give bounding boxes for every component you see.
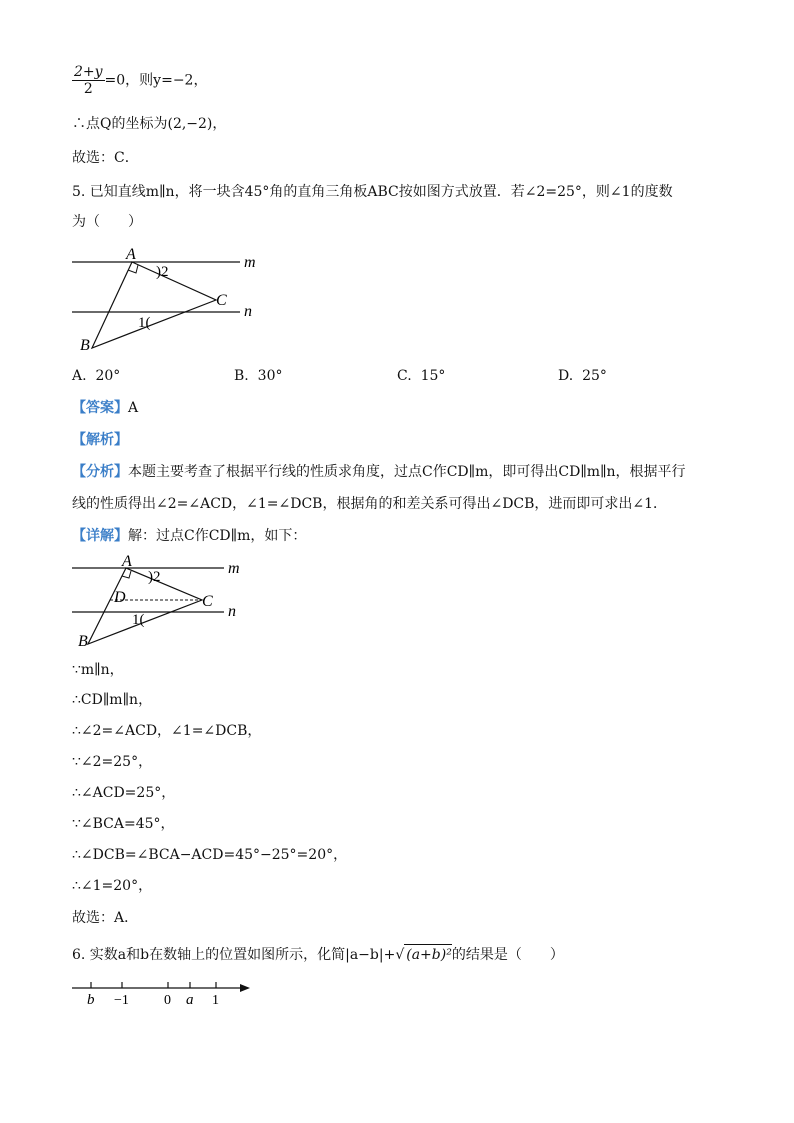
label-a: A (122, 554, 132, 570)
sqrt-symbol: √ (395, 947, 405, 963)
step-8: ∴∠1=20°， (72, 878, 153, 894)
step-7: ∴∠DCB=∠BCA−ACD=45°−25°=20°， (72, 847, 348, 863)
fenxi-line-2: 线的性质得出∠2=∠ACD，∠1=∠DCB，根据角的和差关系可得出∠DCB，进而即可求出∠1． (72, 496, 668, 512)
label-m: m (244, 254, 256, 271)
step-9: 故选：A． (72, 910, 139, 926)
option-a[interactable]: A. 20° (72, 368, 121, 384)
point-q-coordinate-line: ∴点Q的坐标为(2,−2)， (72, 116, 227, 132)
step-6: ∵∠BCA=45°， (72, 816, 175, 832)
label-c: C (202, 593, 213, 610)
angle-2-label: )2 (156, 264, 169, 280)
answer-line: 【答案】A (72, 400, 139, 416)
fenxi-line-1: 【分析】本题主要考查了根据平行线的性质求角度，过点C作CD∥m，即可得出CD∥m∥n，根据平行 (72, 464, 686, 480)
option-c[interactable]: C. 15° (397, 368, 446, 384)
option-d[interactable]: D. 25° (558, 368, 607, 384)
option-b[interactable]: B. 30° (234, 368, 283, 384)
label-b: B (80, 337, 90, 354)
label-n: n (228, 603, 236, 620)
label-n: n (244, 303, 252, 320)
arrow-head-icon (240, 984, 250, 992)
choice-c-line: 故选：C． (72, 150, 139, 166)
step-1: ∵m∥n， (72, 662, 124, 678)
triangle-abc (92, 262, 216, 348)
triangle-figure-2 (68, 554, 268, 654)
label-b: B (78, 633, 88, 650)
label-zero: 0 (164, 993, 171, 1008)
question-6-text: 6. 实数a和b在数轴上的位置如图所示，化简|a−b|+√ (a+b)²的结果是（ ） (72, 944, 564, 965)
step-5: ∴∠ACD=25°， (72, 785, 176, 801)
label-neg1: −1 (114, 993, 129, 1008)
analysis-heading: 【解析】 (72, 432, 128, 448)
angle-2-label: )2 (148, 569, 161, 585)
label-one: 1 (212, 993, 219, 1008)
number-line-figure (68, 976, 268, 1012)
question-5-text-cont: 为（ ） (72, 214, 142, 230)
angle-1-label: 1( (138, 315, 151, 331)
angle-1-label: 1( (132, 612, 145, 628)
label-c: C (216, 292, 227, 309)
triangle-abc (88, 568, 202, 644)
label-m: m (228, 560, 240, 577)
triangle-figure-1 (68, 246, 268, 356)
question-5-text: 5. 已知直线m∥n，将一块含45°角的直角三角板ABC按如图方式放置．若∠2=25°，则∠1的度数 (72, 184, 673, 200)
fraction: $\frac{2+y}{2}$ (74, 64, 103, 97)
step-2: ∴CD∥m∥n， (72, 692, 153, 708)
label-d: D (114, 589, 126, 606)
xiangjie-line: 【详解】解：过点C作CD∥m，如下： (72, 528, 307, 544)
step-3: ∴∠2=∠ACD，∠1=∠DCB， (72, 723, 262, 739)
label-b: b (87, 992, 95, 1008)
derivation-line-fraction: $\frac{2+y}{2}$ =0，则y=−2， (74, 64, 208, 97)
step-4: ∵∠2=25°， (72, 754, 153, 770)
label-a: A (126, 246, 136, 263)
label-a: a (186, 992, 194, 1008)
